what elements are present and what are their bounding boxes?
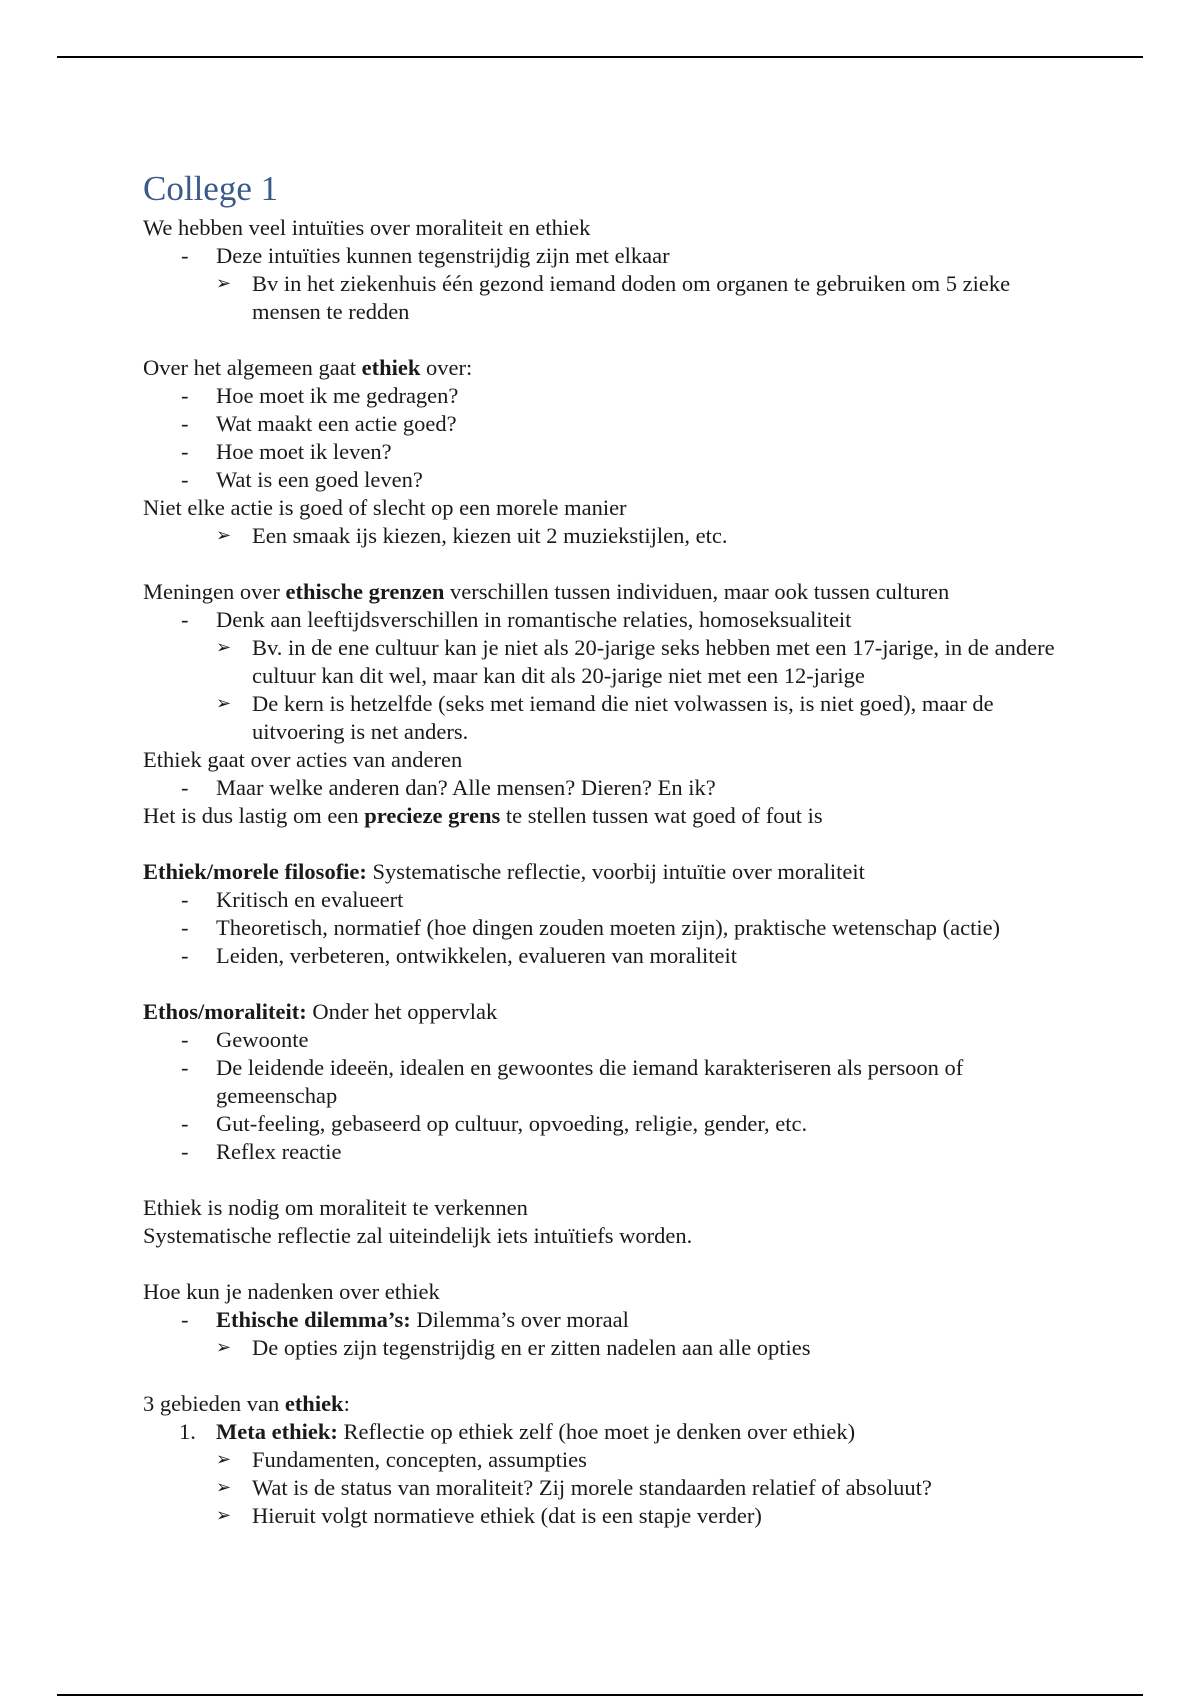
arrow-bullet-icon: ➢ <box>216 273 232 294</box>
document-body <box>143 168 1083 1530</box>
arrow-item: ➢ Bv in het ziekenhuis één gezond iemand doden om organen te gebruiken om 5 zieke mensen te redden <box>216 271 1011 324</box>
page-title: College 1 <box>143 169 279 208</box>
dash-item: - Theoretisch, normatief (hoe dingen zouden moeten zijn), praktische wetenschap (actie) <box>143 914 1083 942</box>
paragraph: Ethiek/morele filosofie: Systematische reflectie, voorbij intuïtie over moraliteit <box>143 859 865 884</box>
arrow-bullet-icon: ➢ <box>216 1449 232 1470</box>
footer-rule <box>57 1694 1143 1696</box>
dash-item: - Denk aan leeftijdsverschillen in romantische relaties, homoseksualiteit <box>143 606 1083 634</box>
dash-item: - Hoe moet ik leven? <box>143 438 1083 466</box>
arrow-bullet-icon: ➢ <box>216 1477 232 1498</box>
dash-item: - Reflex reactie <box>143 1138 1083 1166</box>
paragraph: Niet elke actie is goed of slecht op een morele manier <box>143 495 627 520</box>
paragraph: Het is dus lastig om een precieze grens te stellen tussen wat goed of fout is <box>143 803 823 828</box>
dash-item: - Ethische dilemma’s: Dilemma’s over moraal <box>143 1306 1083 1334</box>
arrow-item: ➢ Fundamenten, concepten, assumpties <box>216 1447 587 1472</box>
arrow-bullet-icon: ➢ <box>216 1505 232 1526</box>
dash-item: - Kritisch en evalueert <box>143 886 1083 914</box>
paragraph: Over het algemeen gaat ethiek over: <box>143 355 473 380</box>
dash-item: - Leiden, verbeteren, ontwikkelen, evalueren van moraliteit <box>143 942 1083 970</box>
arrow-bullet-icon: ➢ <box>216 637 232 658</box>
arrow-item: ➢ De opties zijn tegenstrijdig en er zitten nadelen aan alle opties <box>216 1335 811 1360</box>
arrow-item: ➢ Hieruit volgt normatieve ethiek (dat is een stapje verder) <box>216 1503 762 1528</box>
paragraph: Ethos/moraliteit: Onder het oppervlak <box>143 999 498 1024</box>
dash-item: - Gewoonte <box>143 1026 1083 1054</box>
paragraph: We hebben veel intuïties over moraliteit en ethiek <box>143 215 591 240</box>
numbered-item: 1. Meta ethiek: Reflectie op ethiek zelf (hoe moet je denken over ethiek) <box>179 1419 856 1444</box>
dash-item: - Wat maakt een actie goed? <box>143 410 1083 438</box>
dash-item: - De leidende ideeën, idealen en gewoontes die iemand karakteriseren als persoon of gemeenschap <box>143 1054 1083 1110</box>
dash-item: - Maar welke anderen dan? Alle mensen? Dieren? En ik? <box>143 774 1083 802</box>
paragraph: 3 gebieden van ethiek: <box>143 1391 350 1416</box>
dash-item: - Deze intuïties kunnen tegenstrijdig zijn met elkaar <box>143 242 1083 270</box>
arrow-item: ➢ Wat is de status van moraliteit? Zij morele standaarden relatief of absoluut? <box>216 1475 932 1500</box>
paragraph: Systematische reflectie zal uiteindelijk iets intuïtiefs worden. <box>143 1223 693 1248</box>
paragraph: Hoe kun je nadenken over ethiek <box>143 1279 440 1304</box>
dash-item: - Wat is een goed leven? <box>143 466 1083 494</box>
dash-item: - Hoe moet ik me gedragen? <box>143 382 1083 410</box>
dash-item: - Gut-feeling, gebaseerd op cultuur, opvoeding, religie, gender, etc. <box>143 1110 1083 1138</box>
arrow-item: ➢ Een smaak ijs kiezen, kiezen uit 2 muziekstijlen, etc. <box>216 523 728 548</box>
arrow-bullet-icon: ➢ <box>216 1337 232 1358</box>
arrow-item: ➢ De kern is hetzelfde (seks met iemand die niet volwassen is, is niet goed), maar de uitvoering is net anders. <box>216 691 994 744</box>
arrow-bullet-icon: ➢ <box>216 525 232 546</box>
header-rule <box>57 56 1143 58</box>
paragraph: Ethiek gaat over acties van anderen <box>143 747 463 772</box>
paragraph: Ethiek is nodig om moraliteit te verkennen <box>143 1195 528 1220</box>
arrow-bullet-icon: ➢ <box>216 693 232 714</box>
paragraph: Meningen over ethische grenzen verschillen tussen individuen, maar ook tussen culturen <box>143 579 950 604</box>
arrow-item: ➢ Bv. in de ene cultuur kan je niet als 20-jarige seks hebben met een 17-jarige, in de andere cultuur kan dit wel, maar kan dit als 20-jarige niet met een 12-jarige <box>216 635 1055 688</box>
